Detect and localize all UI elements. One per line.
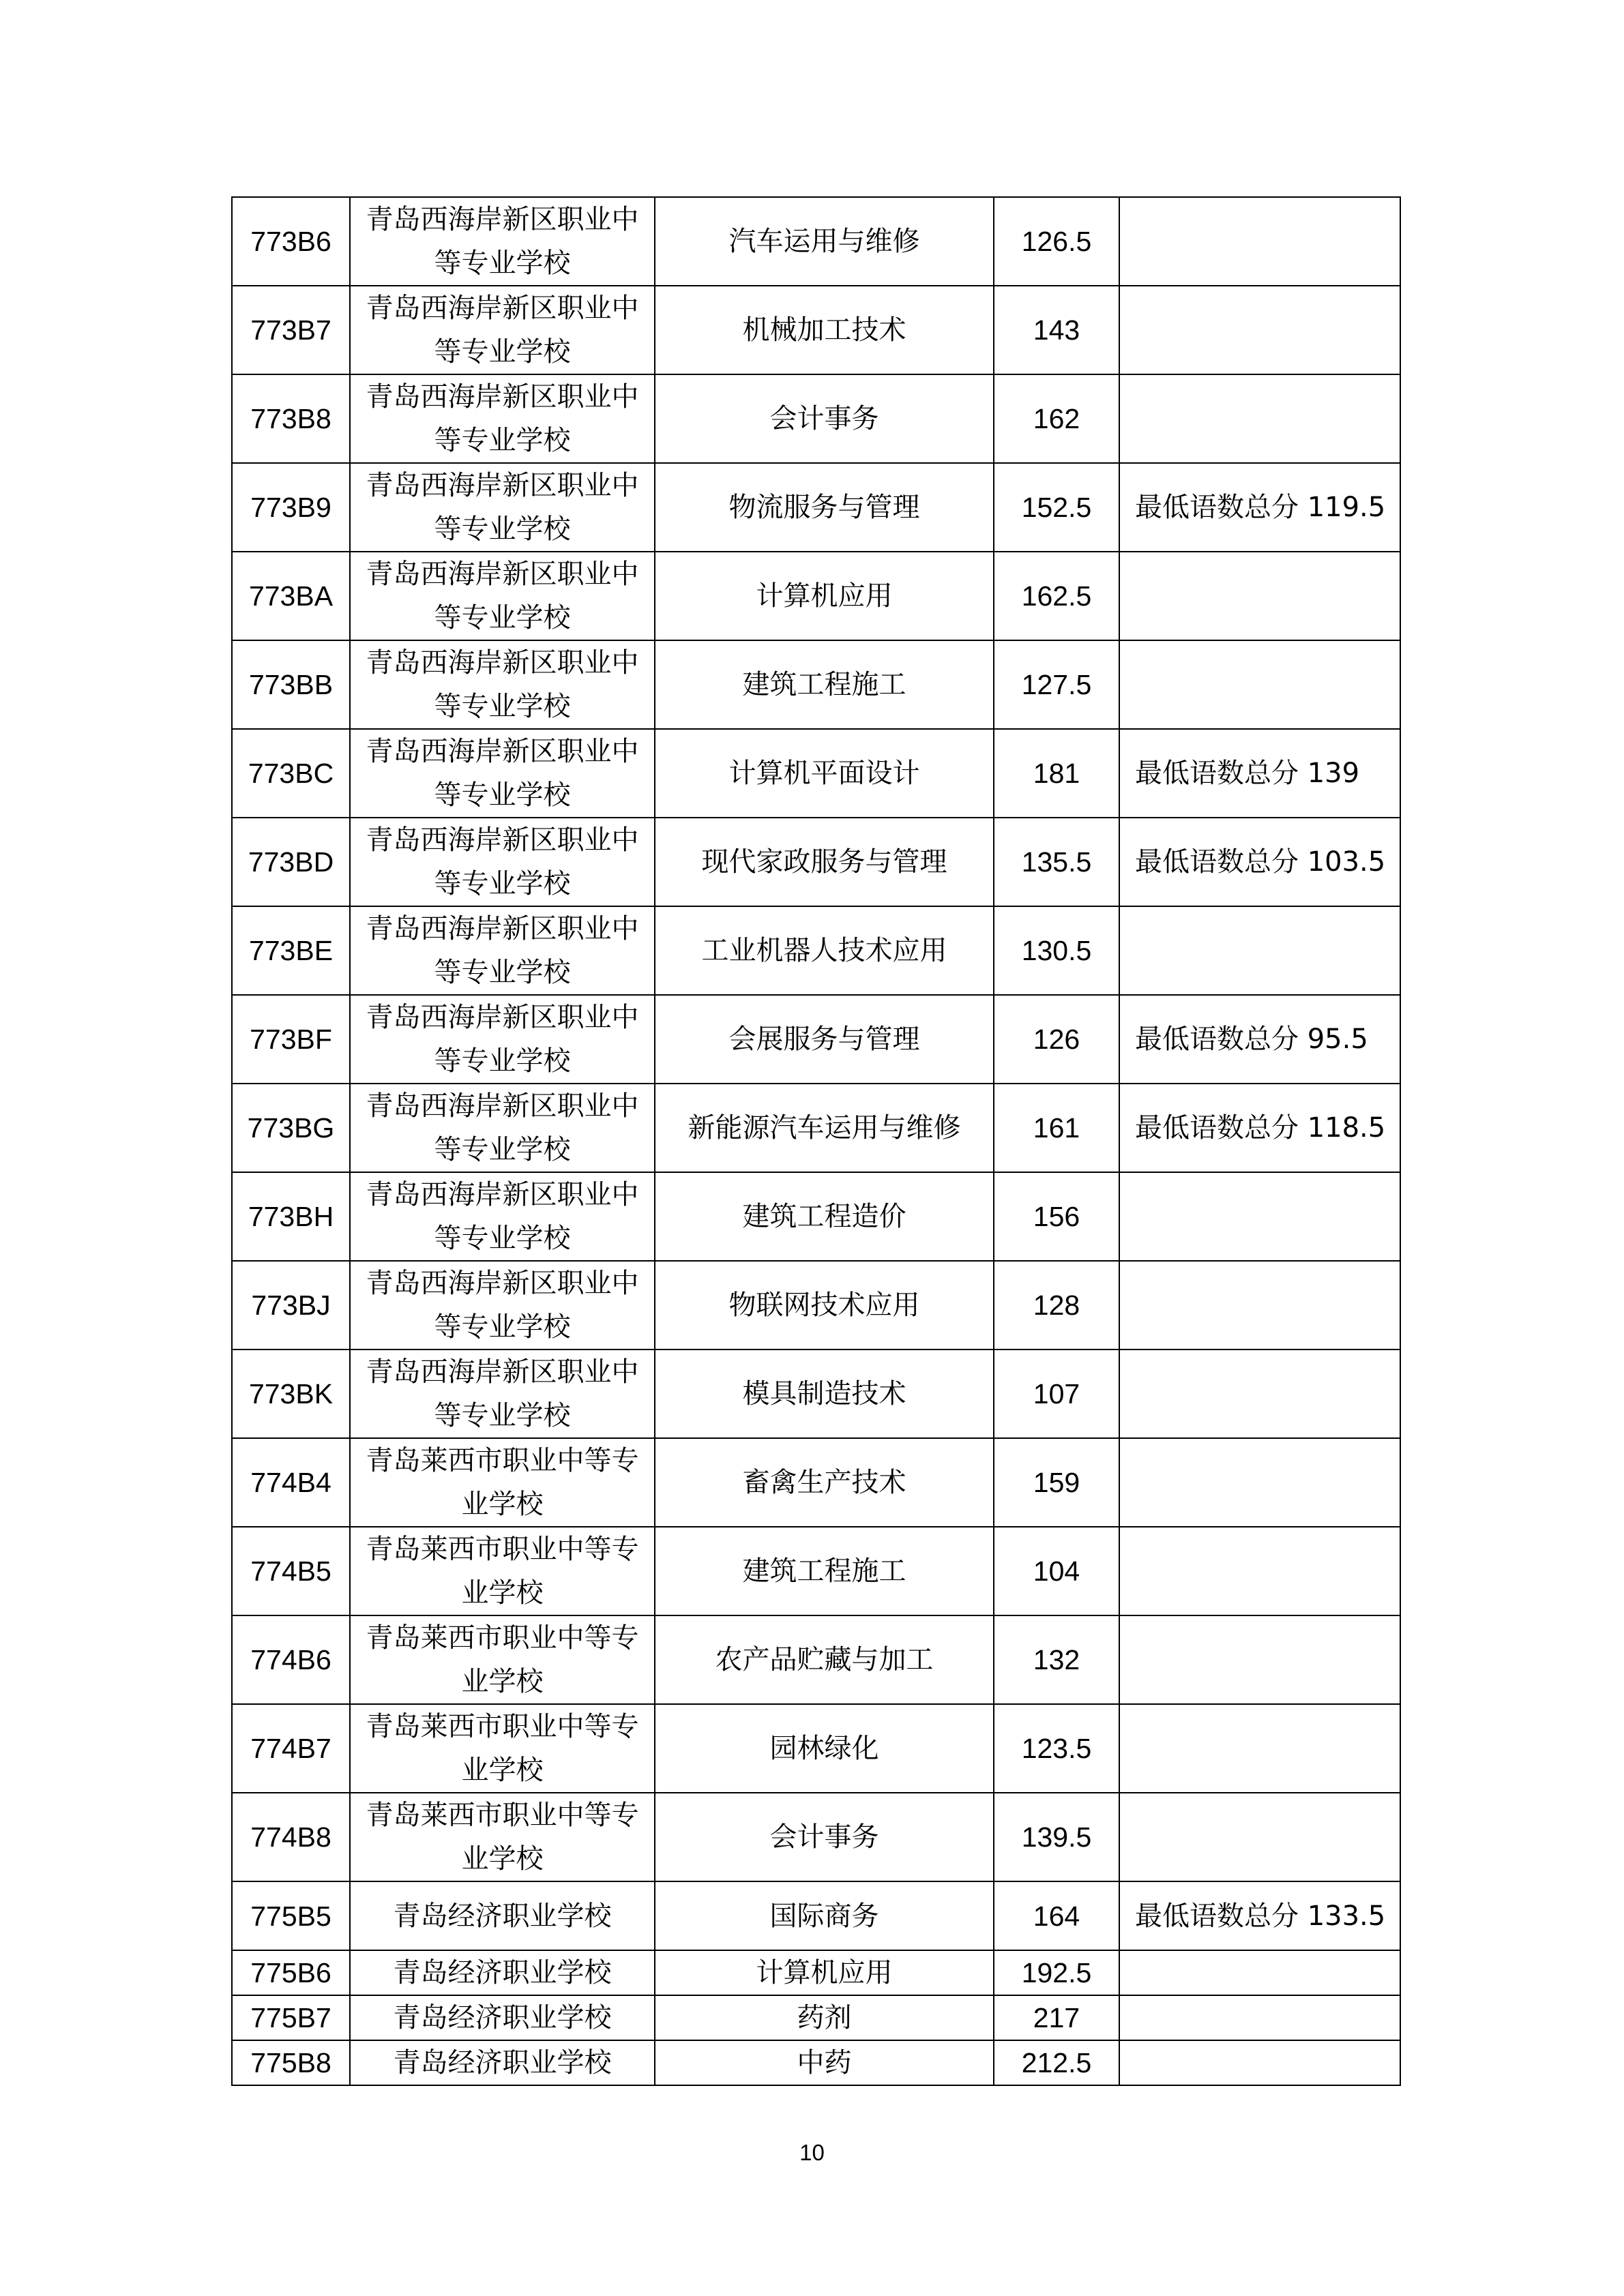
min-score: 152.5 (994, 463, 1119, 552)
school-name: 青岛西海岸新区职业中等专业学校 (350, 374, 655, 463)
min-score: 156 (994, 1172, 1119, 1261)
program-code: 773BH (232, 1172, 350, 1261)
program-code: 773BJ (232, 1261, 350, 1350)
major-name: 中药 (655, 2040, 994, 2085)
program-code: 775B6 (232, 1950, 350, 1995)
school-name: 青岛西海岸新区职业中等专业学校 (350, 906, 655, 995)
program-code: 773BG (232, 1084, 350, 1172)
school-name: 青岛西海岸新区职业中等专业学校 (350, 995, 655, 1084)
school-name: 青岛西海岸新区职业中等专业学校 (350, 1172, 655, 1261)
major-name: 农产品贮藏与加工 (655, 1615, 994, 1704)
program-code: 773B8 (232, 374, 350, 463)
major-name: 工业机器人技术应用 (655, 906, 994, 995)
program-code: 774B7 (232, 1704, 350, 1793)
page-number: 10 (799, 2140, 825, 2165)
program-code: 773BC (232, 729, 350, 818)
school-name: 青岛西海岸新区职业中等专业学校 (350, 1084, 655, 1172)
table-row (232, 1261, 1400, 1350)
major-name: 会展服务与管理 (655, 995, 994, 1084)
score-note: 最低语数总分 119.5 (1119, 463, 1400, 552)
table-row (232, 1881, 1400, 1950)
program-code: 775B5 (232, 1881, 350, 1950)
min-score: 217 (994, 1995, 1119, 2040)
min-score: 212.5 (994, 2040, 1119, 2085)
score-note (1119, 1793, 1400, 1881)
program-code: 775B7 (232, 1995, 350, 2040)
program-code: 773BA (232, 552, 350, 640)
table-row (232, 640, 1400, 729)
school-name: 青岛莱西市职业中等专业学校 (350, 1527, 655, 1615)
table-row (232, 1615, 1400, 1704)
table-row (232, 1995, 1400, 2040)
score-note: 最低语数总分 118.5 (1119, 1084, 1400, 1172)
score-note (1119, 1950, 1400, 1995)
major-name: 计算机平面设计 (655, 729, 994, 818)
school-name: 青岛西海岸新区职业中等专业学校 (350, 1261, 655, 1350)
min-score: 143 (994, 286, 1119, 374)
min-score: 127.5 (994, 640, 1119, 729)
min-score: 126 (994, 995, 1119, 1084)
program-code: 773BF (232, 995, 350, 1084)
major-name: 物流服务与管理 (655, 463, 994, 552)
school-name: 青岛经济职业学校 (350, 2040, 655, 2085)
school-name: 青岛莱西市职业中等专业学校 (350, 1704, 655, 1793)
table-row (232, 1793, 1400, 1881)
min-score: 104 (994, 1527, 1119, 1615)
min-score: 126.5 (994, 197, 1119, 286)
major-name: 国际商务 (655, 1881, 994, 1950)
score-note (1119, 906, 1400, 995)
program-code: 773B9 (232, 463, 350, 552)
program-code: 773BE (232, 906, 350, 995)
min-score: 162 (994, 374, 1119, 463)
score-note (1119, 374, 1400, 463)
min-score: 159 (994, 1438, 1119, 1527)
min-score: 107 (994, 1350, 1119, 1438)
table-row (232, 1527, 1400, 1615)
table-row (232, 552, 1400, 640)
min-score: 181 (994, 729, 1119, 818)
score-note (1119, 1172, 1400, 1261)
score-note (1119, 286, 1400, 374)
score-note (1119, 1995, 1400, 2040)
min-score: 139.5 (994, 1793, 1119, 1881)
table-row (232, 2040, 1400, 2085)
table-row (232, 374, 1400, 463)
table-row (232, 729, 1400, 818)
school-name: 青岛西海岸新区职业中等专业学校 (350, 640, 655, 729)
major-name: 药剂 (655, 1995, 994, 2040)
score-note (1119, 1261, 1400, 1350)
table-row (232, 1350, 1400, 1438)
major-name: 新能源汽车运用与维修 (655, 1084, 994, 1172)
table-row (232, 818, 1400, 906)
major-name: 会计事务 (655, 1793, 994, 1881)
min-score: 135.5 (994, 818, 1119, 906)
score-note (1119, 1615, 1400, 1704)
school-name: 青岛西海岸新区职业中等专业学校 (350, 286, 655, 374)
program-code: 773BB (232, 640, 350, 729)
min-score: 130.5 (994, 906, 1119, 995)
major-name: 物联网技术应用 (655, 1261, 994, 1350)
school-name: 青岛经济职业学校 (350, 1995, 655, 2040)
table-row (232, 1172, 1400, 1261)
admission-score-table (231, 196, 1401, 2086)
major-name: 汽车运用与维修 (655, 197, 994, 286)
school-name: 青岛西海岸新区职业中等专业学校 (350, 463, 655, 552)
program-code: 774B4 (232, 1438, 350, 1527)
school-name: 青岛经济职业学校 (350, 1950, 655, 1995)
school-name: 青岛西海岸新区职业中等专业学校 (350, 1350, 655, 1438)
score-note (1119, 1438, 1400, 1527)
school-name: 青岛莱西市职业中等专业学校 (350, 1793, 655, 1881)
score-note (1119, 2040, 1400, 2085)
table-row (232, 995, 1400, 1084)
program-code: 774B5 (232, 1527, 350, 1615)
school-name: 青岛莱西市职业中等专业学校 (350, 1615, 655, 1704)
major-name: 计算机应用 (655, 1950, 994, 1995)
min-score: 161 (994, 1084, 1119, 1172)
program-code: 773B6 (232, 197, 350, 286)
major-name: 现代家政服务与管理 (655, 818, 994, 906)
school-name: 青岛西海岸新区职业中等专业学校 (350, 552, 655, 640)
score-note (1119, 640, 1400, 729)
table-row (232, 286, 1400, 374)
table-row (232, 1950, 1400, 1995)
school-name: 青岛西海岸新区职业中等专业学校 (350, 818, 655, 906)
table-row (232, 197, 1400, 286)
score-note (1119, 197, 1400, 286)
major-name: 机械加工技术 (655, 286, 994, 374)
school-name: 青岛经济职业学校 (350, 1881, 655, 1950)
score-note: 最低语数总分 139 (1119, 729, 1400, 818)
score-note: 最低语数总分 103.5 (1119, 818, 1400, 906)
major-name: 畜禽生产技术 (655, 1438, 994, 1527)
min-score: 128 (994, 1261, 1119, 1350)
table-row (232, 463, 1400, 552)
min-score: 192.5 (994, 1950, 1119, 1995)
program-code: 775B8 (232, 2040, 350, 2085)
score-note: 最低语数总分 95.5 (1119, 995, 1400, 1084)
score-note (1119, 1527, 1400, 1615)
school-name: 青岛莱西市职业中等专业学校 (350, 1438, 655, 1527)
table-row (232, 1704, 1400, 1793)
min-score: 123.5 (994, 1704, 1119, 1793)
program-code: 773B7 (232, 286, 350, 374)
score-note: 最低语数总分 133.5 (1119, 1881, 1400, 1950)
major-name: 建筑工程施工 (655, 640, 994, 729)
major-name: 会计事务 (655, 374, 994, 463)
major-name: 模具制造技术 (655, 1350, 994, 1438)
table-row (232, 1438, 1400, 1527)
table-row (232, 1084, 1400, 1172)
table-row (232, 906, 1400, 995)
min-score: 162.5 (994, 552, 1119, 640)
program-code: 774B6 (232, 1615, 350, 1704)
score-note (1119, 1704, 1400, 1793)
major-name: 园林绿化 (655, 1704, 994, 1793)
score-note (1119, 552, 1400, 640)
program-code: 774B8 (232, 1793, 350, 1881)
score-note (1119, 1350, 1400, 1438)
program-code: 773BK (232, 1350, 350, 1438)
program-code: 773BD (232, 818, 350, 906)
school-name: 青岛西海岸新区职业中等专业学校 (350, 197, 655, 286)
major-name: 计算机应用 (655, 552, 994, 640)
major-name: 建筑工程造价 (655, 1172, 994, 1261)
min-score: 164 (994, 1881, 1119, 1950)
major-name: 建筑工程施工 (655, 1527, 994, 1615)
min-score: 132 (994, 1615, 1119, 1704)
school-name: 青岛西海岸新区职业中等专业学校 (350, 729, 655, 818)
